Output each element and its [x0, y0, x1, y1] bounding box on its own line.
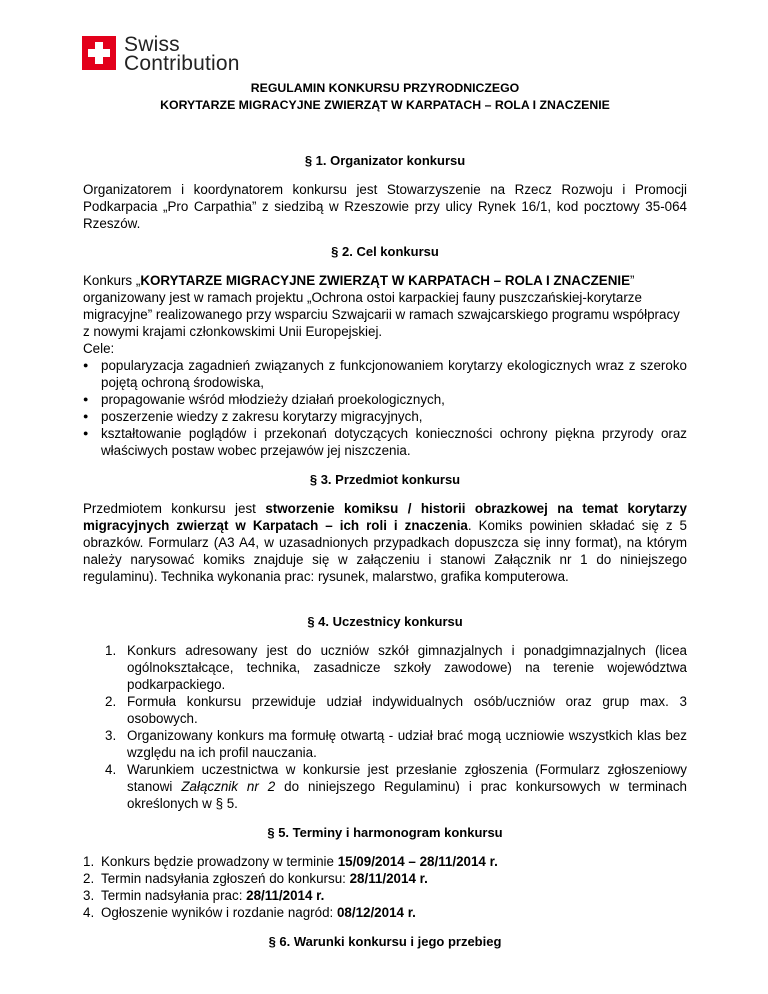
- list-text: Warunkiem uczestnictwa w konkursie jest przesłanie zgłoszenia (Formularz zgłoszeniowy stanowi: [127, 762, 687, 794]
- list-item: [83, 727, 687, 761]
- list-item: ● propagowanie wśród młodzieży działań proekologicznych,: [83, 391, 687, 408]
- section-4-list: [83, 642, 687, 812]
- list-number: 3.: [105, 728, 117, 743]
- list-text: Termin nadsyłania prac:: [101, 888, 247, 903]
- section-5-list: [83, 853, 687, 921]
- list-date: 15/09/2014 – 28/11/2014 r.: [337, 854, 498, 869]
- section-3-text-bold: stworzenie komiksu / historii obrazkowej na temat korytarzy migracyjnych zwierząt w Karpatach – ich roli i znaczenia: [83, 501, 687, 533]
- list-text: Organizowany konkurs ma formułę otwartą - udział brać mogą uczniowie wszystkich klas bez względu na ich profil nauczania.: [127, 728, 687, 760]
- list-date: 28/11/2014 r.: [246, 888, 325, 903]
- section-2-heading: § 2. Cel konkursu: [331, 244, 439, 259]
- logo-line-1: Swiss: [124, 33, 180, 56]
- section-1-heading: § 1. Organizator konkursu: [304, 153, 466, 168]
- list-item: [83, 853, 687, 870]
- list-text-italic: Załącznik nr 2: [181, 779, 276, 794]
- swiss-contribution-logo: [82, 33, 240, 75]
- list-item: [83, 887, 687, 904]
- logo-line-2: Contribution: [124, 52, 240, 75]
- title-line-2: KORYTARZE MIGRACYJNE ZWIERZĄT W KARPATACH – ROLA I ZNACZENIE: [160, 98, 610, 112]
- list-text: Konkurs adresowany jest do uczniów szkół gimnazjalnych i ponadgimnazjalnych (licea ogólnokształcące, technika, zasadnicze szkoły zawodowe) na terenie województwa podkarpackiego.: [127, 643, 687, 692]
- list-item: [83, 870, 687, 887]
- list-number: 2.: [105, 694, 117, 709]
- section-2-goals-label: Cele:: [83, 341, 115, 356]
- list-number: 2.: [83, 871, 95, 886]
- list-text: Termin nadsyłania zgłoszeń do konkursu:: [101, 871, 350, 886]
- document-title: [83, 80, 687, 114]
- list-item: ● kształtowanie poglądów i przekonań dotyczących konieczności ochrony piękna przyrody oraz właściwych postaw wobec przejawów jej niszczenia.: [83, 425, 687, 459]
- list-item: [83, 761, 687, 812]
- section-2-goals-list: [83, 357, 687, 459]
- section-3-text-a: Przedmiotem konkursu jest: [83, 501, 266, 516]
- list-item: ● poszerzenie wiedzy z zakresu korytarzy migracyjnych,: [83, 408, 687, 425]
- list-number: 4.: [105, 762, 117, 777]
- section-3-heading: § 3. Przedmiot konkursu: [309, 472, 461, 487]
- list-text: do niniejszego Regulaminu) i prac konkursowych w terminach określonych w § 5.: [127, 779, 688, 811]
- list-item: [83, 642, 687, 693]
- list-number: 4.: [83, 905, 95, 920]
- list-number: 3.: [83, 888, 95, 903]
- list-date: 28/11/2014 r.: [349, 871, 428, 886]
- section-2-intro-a: Konkurs „: [83, 273, 141, 288]
- list-number: 1.: [83, 854, 95, 869]
- list-text: Konkurs będzie prowadzony w terminie: [101, 854, 338, 869]
- list-item: [83, 904, 687, 921]
- section-4-heading: § 4. Uczestnicy konkursu: [307, 614, 463, 629]
- section-1-text: Organizatorem i koordynatorem konkursu jest Stowarzyszenie na Rzecz Rozwoju i Promocji Podkarpacia „Pro Carpathia” z siedzibą w Rzeszowie przy ulicy Rynek 16/1, kod pocztowy 35-064 Rzeszów.: [83, 182, 687, 231]
- document-content: [83, 74, 687, 950]
- section-6-heading: § 6. Warunki konkursu i jego przebieg: [268, 934, 502, 949]
- list-item: ● popularyzacja zagadnień związanych z funkcjonowaniem korytarzy ekologicznych wraz z szeroko pojętą ochroną środowiska,: [83, 357, 687, 391]
- list-number: 1.: [105, 643, 117, 658]
- section-2-intro: [83, 272, 687, 340]
- section-5-heading: § 5. Terminy i harmonogram konkursu: [267, 825, 503, 840]
- section-3-text: [83, 500, 687, 585]
- section-2-intro-b: ” organizowany jest w ramach projektu „Ochrona ostoi karpackiej fauny puszczańskiej-korytarze migracyjne” realizowanego przy wsparciu Szwajcarii w ramach szwajcarskiego programu współpracy z nowymi krajami członkowskimi Unii Europejskiej.: [83, 273, 680, 339]
- title-line-1: REGULAMIN KONKURSU PRZYRODNICZEGO: [250, 81, 520, 95]
- swiss-flag-icon: [82, 36, 116, 70]
- section-3-text-b: . Komiks powinien składać się z 5 obrazków. Formularz (A3 A4, w uzasadnionych przypadkach dopuszcza się inny format), na którym należy narysować komiks znajduje się w załączeniu i stanowi Załącznik nr 1 do niniejszego regulaminu). Technika wykonania prac: rysunek, malarstwo, grafika komputerowa.: [83, 518, 687, 584]
- logo-text: [124, 35, 240, 73]
- list-text: Ogłoszenie wyników i rozdanie nagród:: [101, 905, 337, 920]
- list-item: [83, 693, 687, 727]
- section-2-intro-bold: KORYTARZE MIGRACYJNE ZWIERZĄT W KARPATACH – ROLA I ZNACZENIE: [140, 273, 631, 288]
- list-text: Formuła konkursu przewiduje udział indywidualnych osób/uczniów oraz grup max. 3 osobowych.: [127, 694, 687, 726]
- list-date: 08/12/2014 r.: [336, 905, 416, 920]
